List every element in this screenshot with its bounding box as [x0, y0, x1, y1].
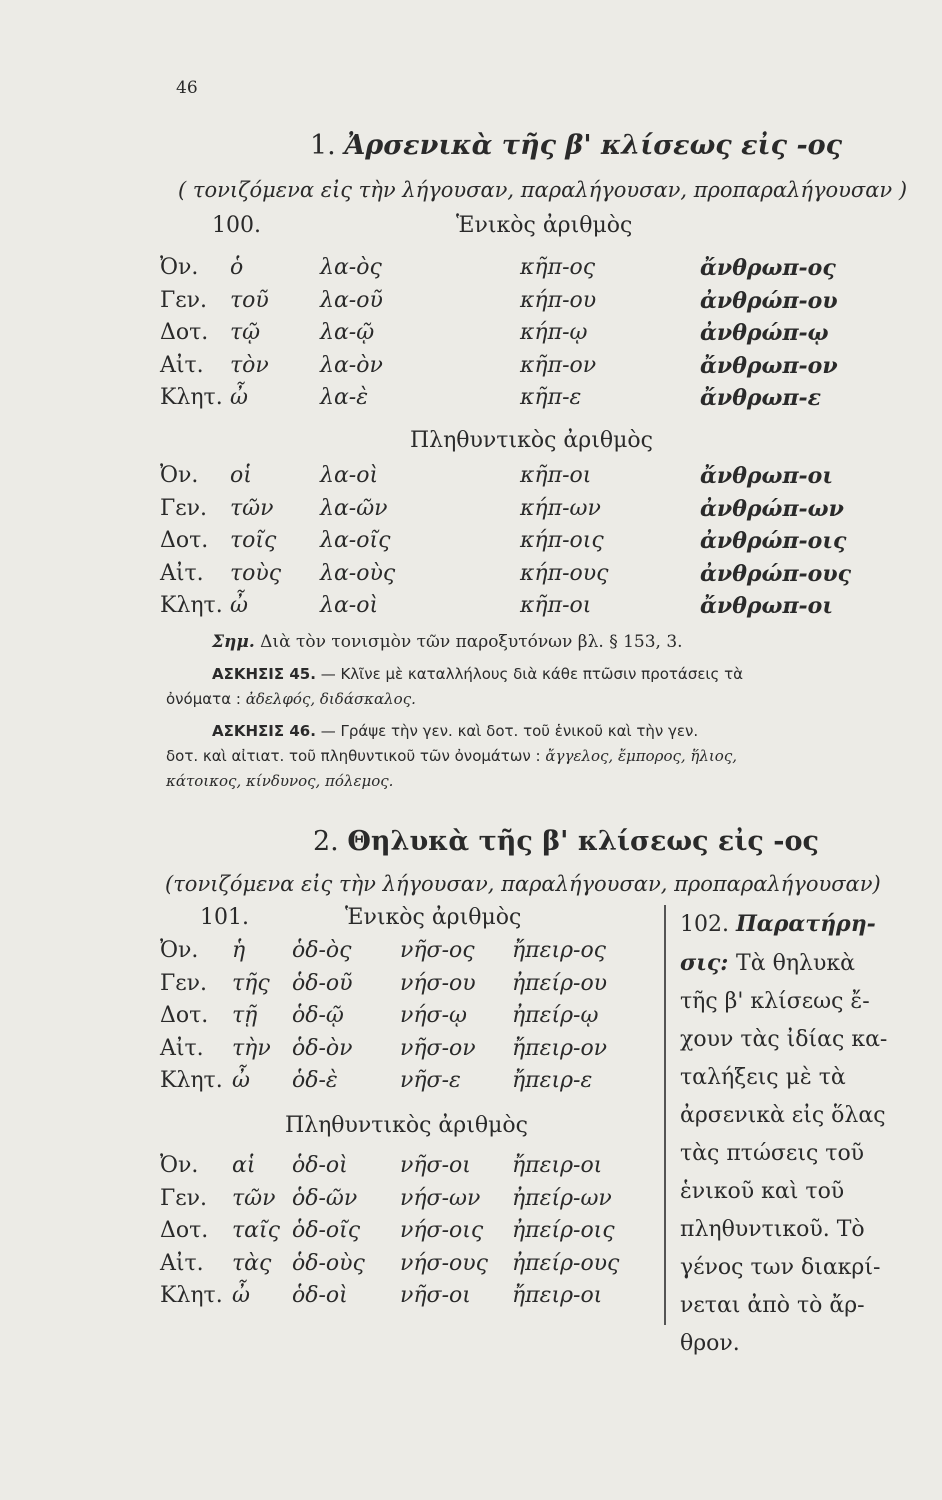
section2-singular-header: Ἑνικὸς ἀριθμὸς	[345, 905, 522, 930]
declension-w3-cell: ἤπειρ-ον	[512, 1035, 608, 1061]
declension-case-cell: Αἰτ.	[160, 560, 204, 586]
section2-plural-header: Πληθυντικὸς ἀριθμὸς	[285, 1113, 528, 1138]
remark-line: ἑνικοῦ καὶ τοῦ	[680, 1179, 845, 1204]
declension-art-cell: ὦ	[230, 385, 248, 410]
declension-case-cell: Κλητ.	[160, 1068, 223, 1093]
declension-w1-cell: ὁδ-οῦ	[292, 970, 353, 996]
declension-case-cell: Γεν.	[160, 495, 208, 521]
declension-w1-cell: ὁδ-ὸν	[292, 1035, 353, 1061]
declension-w1-cell: ὁδ-οῖς	[292, 1218, 361, 1243]
exercise-45-text: — Κλῖνε μὲ καταλλήλους διὰ κάθε πτῶσιν προτάσεις τὰ	[320, 665, 744, 683]
declension-w3-cell: ἀνθρώπ-ους	[700, 560, 852, 587]
declension-w2-cell: νήσ-ων	[400, 1185, 481, 1211]
declension-w1-cell: λα-οῖς	[320, 528, 391, 553]
section2-subtitle: (τονιζόμενα εἰς τὴν λήγουσαν, παραλήγουσαν, προπαραλήγουσαν)	[165, 872, 881, 896]
declension-art-cell: τὴν	[232, 1035, 271, 1061]
declension-w2-cell: νήσ-ου	[400, 970, 476, 996]
declension-art-cell: τὸν	[230, 352, 269, 378]
declension-w2-cell: νήσ-ῳ	[400, 1003, 467, 1028]
declension-art-cell: ὁ	[230, 255, 244, 280]
exercise-45-text2: ὀνόματα :	[166, 690, 241, 708]
declension-w1-cell: ὁδ-οὶ	[292, 1283, 348, 1308]
remark-line: νεται ἀπὸ τὸ ἄρ-	[680, 1293, 865, 1318]
declension-w3-cell: ἤπειρ-οι	[512, 1283, 603, 1308]
declension-case-cell: Κλητ.	[160, 385, 223, 410]
declension-case-cell: Αἰτ.	[160, 1250, 204, 1276]
declension-w2-cell: κῆπ-οι	[520, 463, 592, 488]
section1-note	[212, 632, 683, 652]
declension-w1-cell: λα-οῦ	[320, 287, 383, 313]
paragraph-100-number: 100.	[212, 213, 261, 238]
declension-art-cell: τοῦ	[230, 287, 269, 313]
remark-text	[680, 944, 895, 1363]
declension-case-cell: Ὀν.	[160, 938, 199, 963]
exercise-46-text: — Γράψε τὴν γεν. καὶ δοτ. τοῦ ἑνικοῦ καὶ τὴν γεν.	[320, 722, 699, 740]
declension-case-cell: Αἰτ.	[160, 352, 204, 378]
declension-w1-cell: ὁδ-ῷ	[292, 1003, 344, 1028]
exercise-45-label: ΑΣΚΗΣΙΣ 45.	[212, 665, 316, 683]
declension-w3-cell: ἤπειρ-ε	[512, 1068, 593, 1093]
section2-title	[313, 826, 819, 857]
declension-w2-cell: νῆσ-ον	[400, 1035, 476, 1061]
declension-w3-cell: ἀνθρώπ-ων	[700, 495, 844, 522]
declension-w3-cell: ἀνθρώπ-ῳ	[700, 320, 829, 346]
declension-w1-cell: ὁδ-οὺς	[292, 1250, 365, 1276]
declension-w2-cell: κῆπ-οι	[520, 593, 592, 618]
declension-w2-cell: νῆσ-οι	[400, 1283, 471, 1308]
declension-w3-cell: ἠπείρ-ῳ	[512, 1003, 599, 1028]
paragraph-101-number: 101.	[200, 905, 249, 930]
declension-w2-cell: νήσ-οις	[400, 1218, 484, 1243]
page-number: 46	[176, 78, 198, 98]
declension-w3-cell: ἤπειρ-ος	[512, 938, 607, 963]
declension-w2-cell: νῆσ-ος	[400, 938, 475, 963]
declension-art-cell: ὦ	[232, 1068, 250, 1093]
section1-plural-header: Πληθυντικὸς ἀριθμὸς	[410, 428, 653, 453]
declension-w2-cell: κήπ-ου	[520, 287, 597, 313]
declension-w2-cell: κήπ-ων	[520, 495, 601, 521]
declension-w1-cell: λα-οὺς	[320, 560, 396, 586]
remark-heading	[680, 905, 895, 944]
declension-art-cell: τῶν	[230, 495, 274, 521]
declension-art-cell: ἡ	[232, 938, 246, 963]
declension-w2-cell: κήπ-οις	[520, 528, 604, 553]
declension-w2-cell: κῆπ-ε	[520, 385, 582, 410]
declension-w1-cell: ὁδ-ὸς	[292, 938, 352, 963]
declension-art-cell: ὦ	[230, 593, 248, 618]
declension-case-cell: Αἰτ.	[160, 1035, 204, 1061]
declension-w1-cell: ὁδ-ῶν	[292, 1185, 358, 1211]
declension-w3-cell: ἄνθρωπ-ος	[700, 255, 836, 281]
declension-case-cell: Γεν.	[160, 970, 208, 996]
section1-singular-header: Ἑνικὸς ἀριθμὸς	[456, 213, 633, 238]
section1-heading: Ἀρσενικὰ τῆς β' κλίσεως εἰς -ος	[344, 130, 843, 161]
declension-art-cell: ὦ	[232, 1283, 250, 1308]
declension-art-cell: αἱ	[232, 1153, 256, 1178]
remark-line: γένος των διακρί-	[680, 1255, 881, 1280]
declension-case-cell: Κλητ.	[160, 1283, 223, 1308]
remark-line: Τὰ θηλυκὰ	[736, 951, 855, 976]
declension-w3-cell: ἀνθρώπ-ου	[700, 287, 838, 314]
declension-w1-cell: ὁδ-οὶ	[292, 1153, 348, 1178]
declension-case-cell: Κλητ.	[160, 593, 223, 618]
declension-case-cell: Ὀν.	[160, 463, 199, 488]
declension-case-cell: Γεν.	[160, 287, 208, 313]
declension-w1-cell: λα-οὶ	[320, 593, 379, 618]
exercise-46-label: ΑΣΚΗΣΙΣ 46.	[212, 722, 316, 740]
section1-subtitle: ( τονιζόμενα εἰς τὴν λήγουσαν, παραλήγουσαν, προπαραλήγουσαν )	[178, 178, 908, 202]
remark-line: ἀρσενικὰ εἰς ὅλας	[680, 1103, 886, 1128]
remark-line: πληθυντικοῦ. Τὸ	[680, 1217, 865, 1242]
exercise-46-text2: δοτ. καὶ αἰτιατ. τοῦ πληθυντικοῦ τῶν ὀνομάτων :	[166, 747, 541, 765]
declension-art-cell: ταῖς	[232, 1218, 280, 1243]
declension-w1-cell: ὁδ-ὲ	[292, 1068, 338, 1093]
exercise-46-line3	[166, 772, 393, 790]
paragraph-102-number: 102.	[680, 912, 729, 937]
remark-line: ταλήξεις μὲ τὰ	[680, 1065, 846, 1090]
note-label: Σημ.	[212, 632, 255, 652]
remark-line: τῆς β' κλίσεως ἔ-	[680, 989, 870, 1014]
declension-w2-cell: κήπ-ους	[520, 560, 609, 586]
declension-w3-cell: ἠπείρ-ους	[512, 1250, 620, 1276]
declension-case-cell: Ὀν.	[160, 1153, 199, 1178]
remark-label: Παρατήρη-	[735, 911, 876, 937]
declension-art-cell: οἱ	[230, 463, 252, 488]
declension-art-cell: τῆς	[232, 970, 270, 996]
declension-case-cell: Ὀν.	[160, 255, 199, 280]
declension-w3-cell: ἠπείρ-οις	[512, 1218, 615, 1243]
remark-label-cont: σις:	[680, 950, 737, 976]
declension-w2-cell: κῆπ-ον	[520, 352, 597, 378]
declension-case-cell: Δοτ.	[160, 320, 209, 345]
declension-art-cell: τῶν	[232, 1185, 276, 1211]
declension-art-cell: τῇ	[232, 1003, 258, 1028]
section1-title	[310, 130, 842, 161]
exercise-45-words: ἀδελφός, διδάσκαλος.	[245, 690, 416, 708]
exercise-46	[212, 722, 698, 740]
declension-w3-cell: ἠπείρ-ων	[512, 1185, 612, 1211]
paragraph-102-remark	[680, 905, 895, 1363]
declension-case-cell: Δοτ.	[160, 1003, 209, 1028]
section2-number: 2.	[313, 826, 339, 857]
declension-w1-cell: λα-ὲ	[320, 385, 369, 410]
declension-w3-cell: ἠπείρ-ου	[512, 970, 608, 996]
declension-art-cell: τῷ	[230, 320, 261, 345]
declension-w1-cell: λα-ῶν	[320, 495, 388, 521]
exercise-46-words: ἄγγελος, ἔμπορος, ἥλιος,	[545, 747, 738, 765]
remark-line: θρον.	[680, 1331, 740, 1356]
exercise-46-words2: κάτοικος, κίνδυνος, πόλεμος.	[166, 772, 394, 790]
declension-art-cell: τὰς	[232, 1250, 272, 1276]
exercise-45-line2	[166, 690, 416, 708]
section2-heading: Θηλυκὰ τῆς β' κλίσεως εἰς -ος	[347, 826, 819, 857]
exercise-45	[212, 665, 743, 683]
declension-w3-cell: ἄνθρωπ-οι	[700, 593, 833, 619]
declension-w3-cell: ἄνθρωπ-ε	[700, 385, 822, 411]
remark-line: χουν τὰς ἰδίας κα-	[680, 1027, 888, 1052]
declension-w3-cell: ἄνθρωπ-ον	[700, 352, 838, 379]
declension-w2-cell: νῆσ-ε	[400, 1068, 461, 1093]
declension-case-cell: Δοτ.	[160, 1218, 209, 1243]
declension-w2-cell: κήπ-ῳ	[520, 320, 588, 345]
exercise-46-line2	[166, 747, 737, 765]
remark-line: τὰς πτώσεις τοῦ	[680, 1141, 865, 1166]
declension-w1-cell: λα-ῷ	[320, 320, 375, 345]
column-divider	[664, 905, 666, 1325]
declension-w2-cell: νῆσ-οι	[400, 1153, 471, 1178]
declension-w3-cell: ἀνθρώπ-οις	[700, 528, 847, 554]
note-text: Διὰ τὸν τονισμὸν τῶν παροξυτόνων βλ. § 153, 3.	[260, 632, 683, 652]
section1-number: 1.	[310, 130, 336, 161]
declension-art-cell: τοὺς	[230, 560, 282, 586]
declension-art-cell: τοῖς	[230, 528, 277, 553]
declension-w3-cell: ἄνθρωπ-οι	[700, 463, 833, 489]
declension-case-cell: Γεν.	[160, 1185, 208, 1211]
declension-case-cell: Δοτ.	[160, 528, 209, 553]
declension-w1-cell: λα-ὸν	[320, 352, 383, 378]
declension-w1-cell: λα-οὶ	[320, 463, 379, 488]
declension-w3-cell: ἤπειρ-οι	[512, 1153, 603, 1178]
declension-w1-cell: λα-ὸς	[320, 255, 382, 280]
declension-w2-cell: κῆπ-ος	[520, 255, 596, 280]
declension-w2-cell: νήσ-ους	[400, 1250, 488, 1276]
